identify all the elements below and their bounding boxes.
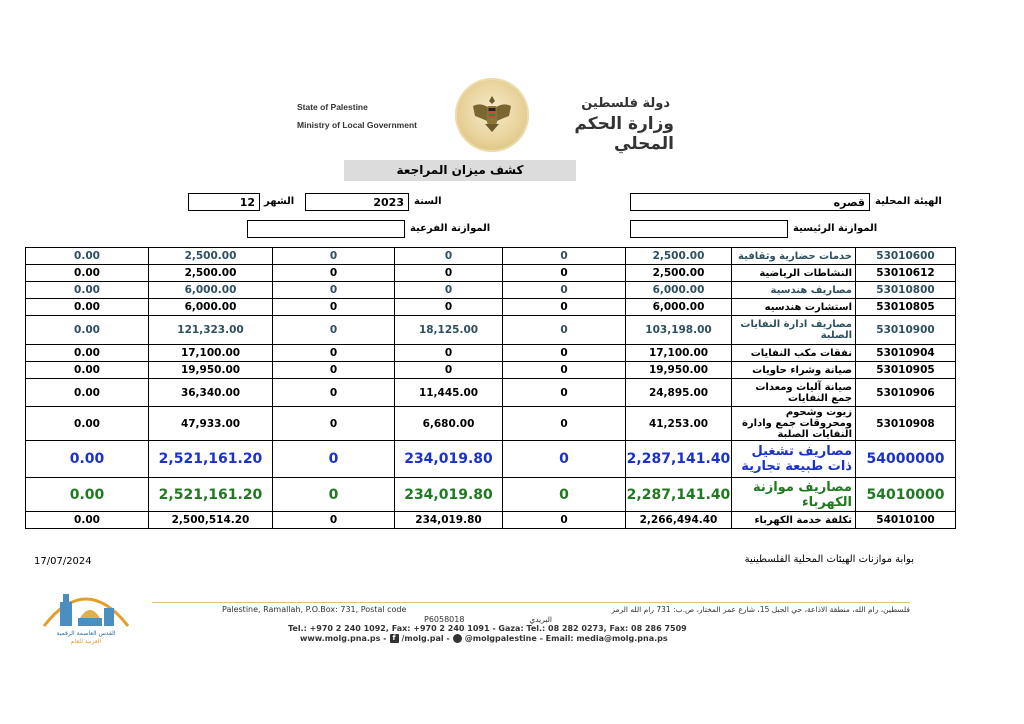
entity-label: الهيئة المحلية: [875, 196, 942, 207]
entity-field[interactable]: قصره: [630, 193, 870, 211]
amount-cell: 0: [503, 316, 626, 345]
amount-cell: 19,950.00: [626, 362, 732, 379]
twitter-icon: [453, 634, 462, 643]
amount-cell: 19,950.00: [149, 362, 273, 379]
amount-cell: 0.00: [26, 478, 149, 512]
amount-cell: 0.00: [26, 299, 149, 316]
account-name-cell: مصاريف تشغيل ذات طبيعة تجارية: [732, 441, 856, 478]
amount-cell: 121,323.00: [149, 316, 273, 345]
eagle-emblem-icon: [471, 92, 513, 136]
amount-cell: 0: [395, 362, 503, 379]
amount-cell: 0: [273, 362, 395, 379]
account-code-cell: 53010600: [856, 248, 956, 265]
account-name-cell: تكلفة خدمة الكهرباء: [732, 512, 856, 529]
address-ar-line2: البريدي: [529, 615, 552, 624]
trial-balance-table: [25, 247, 956, 529]
amount-cell: 0.00: [26, 441, 149, 478]
account-code-cell: 53010800: [856, 282, 956, 299]
jerusalem-capital-logo-icon: [36, 578, 136, 646]
account-name-cell: خدمات حضارية وثقافية: [732, 248, 856, 265]
amount-cell: 0.00: [26, 265, 149, 282]
table-row: [26, 379, 956, 407]
table-row: [26, 316, 956, 345]
amount-cell: 0: [503, 478, 626, 512]
amount-cell: 2,266,494.40: [626, 512, 732, 529]
amount-cell: 0: [503, 407, 626, 441]
amount-cell: 6,000.00: [149, 299, 273, 316]
amount-cell: 17,100.00: [149, 345, 273, 362]
amount-cell: 18,125.00: [395, 316, 503, 345]
table-row: [26, 265, 956, 282]
account-code-cell: 53010904: [856, 345, 956, 362]
amount-cell: 234,019.80: [395, 441, 503, 478]
table-row: [26, 248, 956, 265]
amount-cell: 0.00: [26, 248, 149, 265]
amount-cell: 6,000.00: [149, 282, 273, 299]
account-name-cell: نفقات مكب النفايات: [732, 345, 856, 362]
state-en: State of Palestine: [297, 102, 368, 112]
email-link[interactable]: @molgpalestine - Email: media@molg.pna.ps: [464, 634, 668, 643]
table-row: [26, 282, 956, 299]
amount-cell: 2,287,141.40: [626, 441, 732, 478]
account-code-cell: 53010906: [856, 379, 956, 407]
amount-cell: 0: [503, 362, 626, 379]
table-row: [26, 345, 956, 362]
account-code-cell: 53010900: [856, 316, 956, 345]
logo-caption-2: العربية للعام: [70, 638, 102, 645]
amount-cell: 2,500.00: [149, 265, 273, 282]
account-name-cell: النشاطات الرياضية: [732, 265, 856, 282]
report-title: كشف ميزان المراجعة: [344, 160, 576, 181]
facebook-link[interactable]: /molg.pal -: [401, 634, 450, 643]
amount-cell: 0: [273, 282, 395, 299]
amount-cell: 2,521,161.20: [149, 478, 273, 512]
table-row: [26, 362, 956, 379]
account-code-cell: 54010100: [856, 512, 956, 529]
amount-cell: 234,019.80: [395, 478, 503, 512]
ministry-ar: وزارة الحكم المحلي: [574, 114, 674, 154]
amount-cell: 0: [395, 299, 503, 316]
main-budget-label: الموازنة الرئيسية: [793, 223, 878, 234]
phone-line: Tel.: +970 2 240 1092, Fax: +970 2 240 1091 - Gaza: Tel.: 08 282 0273, Fax: 08 286 7509: [288, 624, 687, 633]
amount-cell: 2,521,161.20: [149, 441, 273, 478]
month-label: الشهر: [264, 196, 295, 207]
amount-cell: 11,445.00: [395, 379, 503, 407]
account-code-cell: 54000000: [856, 441, 956, 478]
amount-cell: 36,340.00: [149, 379, 273, 407]
account-name-cell: مصاريف موازنة الكهرباء: [732, 478, 856, 512]
amount-cell: 0: [273, 478, 395, 512]
amount-cell: 234,019.80: [395, 512, 503, 529]
account-code-cell: 53010905: [856, 362, 956, 379]
report-date: 17/07/2024: [34, 556, 92, 567]
amount-cell: 2,500.00: [626, 265, 732, 282]
amount-cell: 0.00: [26, 407, 149, 441]
amount-cell: 0.00: [26, 512, 149, 529]
amount-cell: 0: [395, 282, 503, 299]
amount-cell: 2,287,141.40: [626, 478, 732, 512]
amount-cell: 6,000.00: [626, 299, 732, 316]
amount-cell: 0: [273, 379, 395, 407]
table-row: [26, 441, 956, 478]
table-row: [26, 478, 956, 512]
amount-cell: 17,100.00: [626, 345, 732, 362]
sub-budget-field[interactable]: [247, 220, 405, 238]
amount-cell: 0.00: [26, 316, 149, 345]
portal-name: بوابة موازنات الهيئات المحلية الفلسطينية: [744, 554, 914, 565]
account-code-cell: 53010612: [856, 265, 956, 282]
address-ar-line1: فلسطين، رام الله، منطقة الاذاعة، حي الجبل 15، شارع عمر المختار، ص.ب: 731 رام الله الرمز: [611, 605, 910, 614]
amount-cell: 2,500.00: [149, 248, 273, 265]
amount-cell: 0: [395, 248, 503, 265]
amount-cell: 2,500.00: [626, 248, 732, 265]
account-name-cell: مصاريف هندسية: [732, 282, 856, 299]
amount-cell: 0: [503, 282, 626, 299]
amount-cell: 0.00: [26, 362, 149, 379]
account-name-cell: زيوت وشحوم ومحروقات جمع وادارة النفايات الصلبة: [732, 407, 856, 441]
amount-cell: 0: [273, 248, 395, 265]
amount-cell: 0: [273, 345, 395, 362]
amount-cell: 0.00: [26, 345, 149, 362]
account-code-cell: 54010000: [856, 478, 956, 512]
amount-cell: 0: [503, 265, 626, 282]
amount-cell: 0: [273, 299, 395, 316]
footer-divider: [152, 602, 910, 603]
amount-cell: 0: [273, 512, 395, 529]
account-code-cell: 53010805: [856, 299, 956, 316]
amount-cell: 0: [395, 265, 503, 282]
address-en-line1: Palestine, Ramallah, P.O.Box: 731, Postal code: [222, 605, 407, 614]
amount-cell: 0: [273, 407, 395, 441]
amount-cell: 2,500,514.20: [149, 512, 273, 529]
table-row: [26, 407, 956, 441]
account-code-cell: 53010908: [856, 407, 956, 441]
logo-caption-1: القدس العاصمة الرقمية: [56, 630, 116, 637]
amount-cell: 0: [503, 299, 626, 316]
amount-cell: 0: [503, 248, 626, 265]
account-name-cell: مصاريف ادارة النفايات الصلبة: [732, 316, 856, 345]
ministry-en: Ministry of Local Government: [297, 120, 417, 130]
amount-cell: 6,000.00: [626, 282, 732, 299]
amount-cell: 0.00: [26, 282, 149, 299]
amount-cell: 24,895.00: [626, 379, 732, 407]
amount-cell: 103,198.00: [626, 316, 732, 345]
amount-cell: 47,933.00: [149, 407, 273, 441]
main-budget-field[interactable]: [630, 220, 788, 238]
amount-cell: 0: [503, 512, 626, 529]
amount-cell: 0.00: [26, 379, 149, 407]
amount-cell: 0: [395, 345, 503, 362]
amount-cell: 0: [273, 441, 395, 478]
amount-cell: 41,253.00: [626, 407, 732, 441]
state-ar: دولة فلسطين: [581, 96, 670, 111]
table-row: [26, 299, 956, 316]
amount-cell: 6,680.00: [395, 407, 503, 441]
year-field[interactable]: 2023: [305, 193, 409, 211]
facebook-icon: f: [390, 634, 399, 643]
table-row: [26, 512, 956, 529]
account-name-cell: صيانة وشراء حاويات: [732, 362, 856, 379]
contact-line: [300, 634, 668, 643]
amount-cell: 0: [503, 345, 626, 362]
amount-cell: 0: [273, 265, 395, 282]
month-field[interactable]: 12: [188, 193, 260, 211]
amount-cell: 0: [273, 316, 395, 345]
sub-budget-label: الموازنة الفرعية: [410, 223, 491, 234]
account-name-cell: صيانة آليات ومعدات جمع النفايات: [732, 379, 856, 407]
amount-cell: 0: [503, 441, 626, 478]
address-en-line2: P6058018: [424, 615, 465, 624]
account-name-cell: استشارت هندسيه: [732, 299, 856, 316]
amount-cell: 0: [503, 379, 626, 407]
year-label: السنة: [414, 196, 442, 207]
website-link[interactable]: www.molg.pna.ps -: [300, 634, 387, 643]
